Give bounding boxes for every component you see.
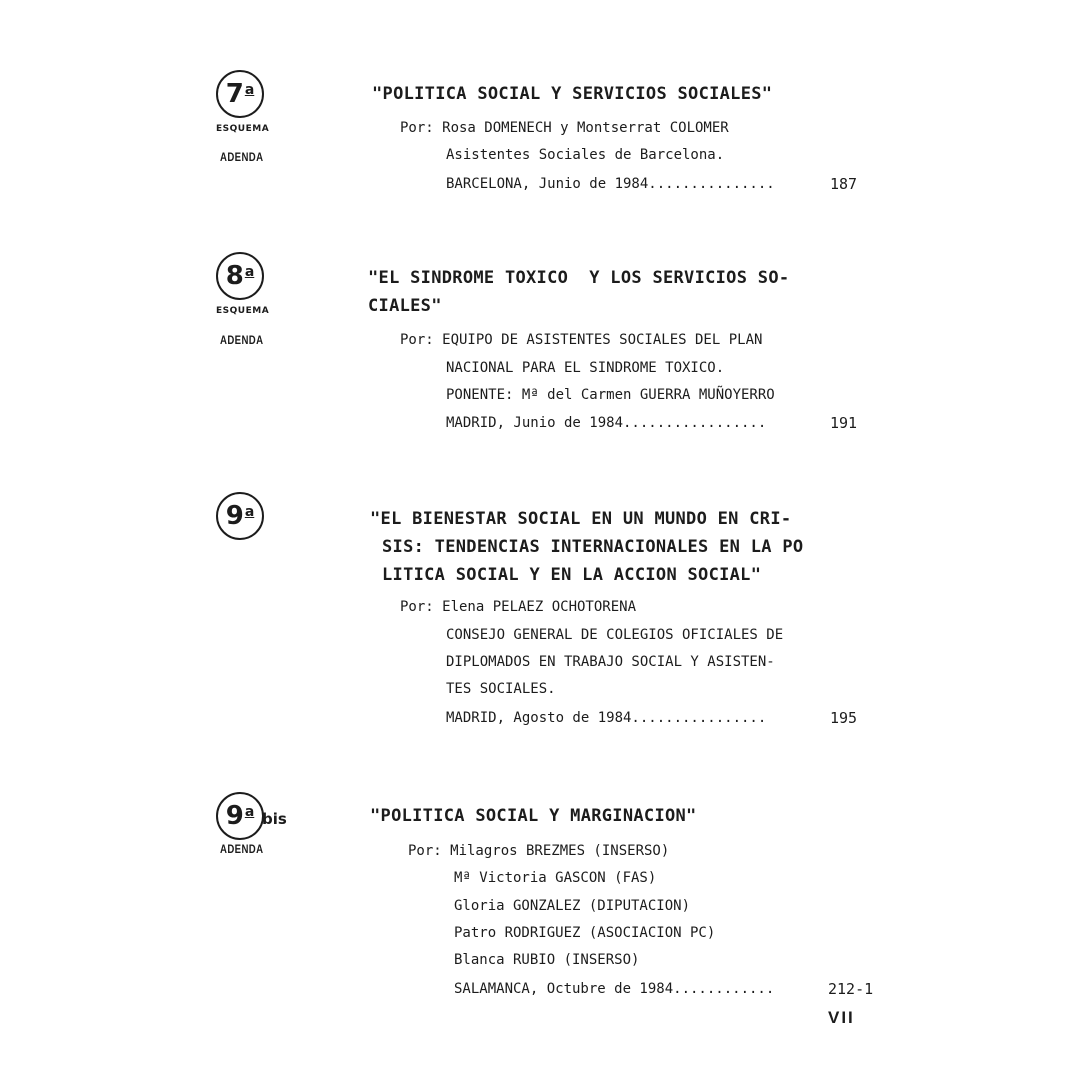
affiliation-line: NACIONAL PARA EL SINDROME TOXICO. (446, 360, 725, 376)
speaker-line: PONENTE: Mª del Carmen GUERRA MUÑOYERRO (446, 387, 775, 403)
entry-title: LITICA SOCIAL Y EN LA ACCION SOCIAL" (382, 565, 762, 585)
affiliation-line: Asistentes Sociales de Barcelona. (446, 147, 725, 163)
author-line: Por: Milagros BREZMES (INSERSO) (408, 843, 670, 859)
author-line: Por: Rosa DOMENECH y Montserrat COLOMER (400, 120, 729, 136)
entry-title: "POLITICA SOCIAL Y MARGINACION" (370, 806, 697, 826)
esquema-number-badge: 8 $^a$ (216, 252, 264, 300)
author-line: Por: Elena PELAEZ OCHOTORENA (400, 599, 637, 615)
author-line: Patro RODRIGUEZ (ASOCIACION PC) (454, 925, 716, 941)
adenda-label: ADENDA (220, 842, 264, 856)
esquema-number-badge: 7 $^a$ (216, 70, 264, 118)
entry-title: "EL BIENESTAR SOCIAL EN UN MUNDO EN CRI- (370, 509, 792, 529)
page-number: 212-1 (828, 980, 874, 998)
page-number: 195 (830, 709, 858, 727)
adenda-label: ADENDA (220, 150, 264, 164)
esquema-number-badge: 9 $^a$ (216, 792, 264, 840)
entry-title: "POLITICA SOCIAL Y SERVICIOS SOCIALES" (372, 84, 773, 104)
affiliation-line: TES SOCIALES. (446, 681, 556, 697)
entry-title: CIALES" (368, 296, 442, 316)
author-line: Blanca RUBIO (INSERSO) (454, 952, 640, 968)
affiliation-line: DIPLOMADOS EN TRABAJO SOCIAL Y ASISTEN- (446, 654, 775, 670)
esquema-label: ESQUEMA (216, 124, 270, 134)
author-line: Mª Victoria GASCON (FAS) (454, 870, 657, 886)
author-line: Por: EQUIPO DE ASISTENTES SOCIALES DEL PLAN (400, 332, 763, 348)
page-folio: VII (828, 1008, 855, 1027)
page-number: 191 (830, 414, 858, 432)
place-date-line: SALAMANCA, Octubre de 1984............ (454, 981, 775, 997)
page-number: 187 (830, 175, 858, 193)
esquema-number-badge: 9 $^a$ (216, 492, 264, 540)
affiliation-line: CONSEJO GENERAL DE COLEGIOS OFICIALES DE (446, 627, 784, 643)
place-date-line: MADRID, Agosto de 1984................ (446, 710, 767, 726)
bis-label: bis (262, 810, 287, 828)
place-date-line: MADRID, Junio de 1984................. (446, 415, 767, 431)
esquema-label: ESQUEMA (216, 306, 270, 316)
entry-title: SIS: TENDENCIAS INTERNACIONALES EN LA PO (382, 537, 804, 557)
adenda-label: ADENDA (220, 333, 264, 347)
author-line: Gloria GONZALEZ (DIPUTACION) (454, 898, 691, 914)
entry-title: "EL SINDROME TOXICO Y LOS SERVICIOS SO- (368, 268, 790, 288)
place-date-line: BARCELONA, Junio de 1984............... (446, 176, 775, 192)
